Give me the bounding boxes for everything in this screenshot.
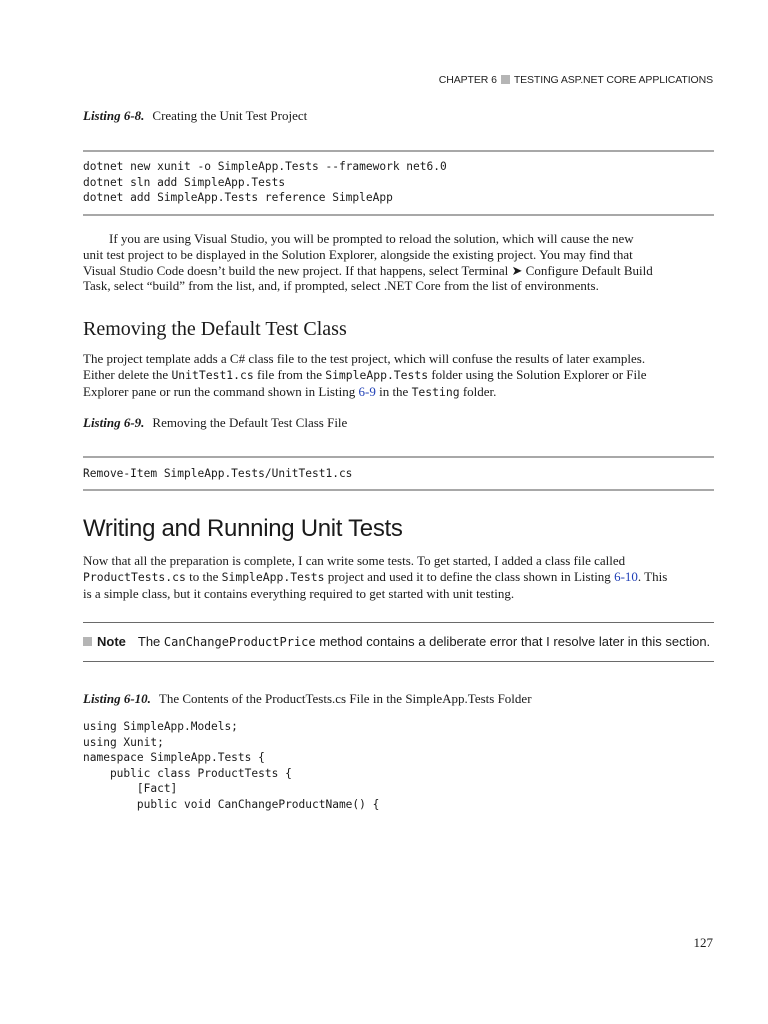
note-box (83, 622, 714, 662)
listing-6-9-caption (83, 415, 347, 431)
note-square-icon (83, 637, 92, 646)
listing-6-8-code-block (83, 150, 714, 216)
chapter-label: CHAPTER 6 (438, 74, 497, 86)
section-heading-removing: Removing the Default Test Class (83, 318, 347, 340)
code-line: using Xunit; (83, 735, 164, 749)
paragraph-line: is a simple class, but it contains everything required to get started with unit testing. (83, 585, 515, 601)
paragraph-line: Task, select “build” from the list, and, if prompted, select .NET Core from the list of environments. (83, 278, 599, 294)
listing-6-8-caption (83, 108, 307, 124)
paragraph-line (83, 569, 714, 586)
listing-label: Listing 6-8. (83, 108, 145, 123)
text-run: The (137, 634, 164, 649)
inline-code: UnitTest1.cs (171, 367, 254, 382)
code-line: dotnet new xunit -o SimpleApp.Tests --framework net6.0 (83, 160, 447, 173)
text-run: folder using the Solution Explorer or File (428, 366, 647, 382)
listing-label: Listing 6-9. (83, 415, 145, 430)
listing-6-10-code-block (83, 719, 379, 813)
paragraph-line: Visual Studio Code doesn’t build the new project. If that happens, select Terminal ➤ Configure Default Build (83, 262, 653, 278)
listing-6-10-caption (83, 691, 532, 707)
code-line: namespace SimpleApp.Tests { (83, 751, 265, 765)
code-line: public void CanChangeProductName() { (83, 797, 380, 811)
paragraph-line: Now that all the preparation is complete, I can write some tests. To get started, I added a class file called (83, 553, 626, 568)
paragraph-line (83, 367, 714, 384)
text-run: folder. (459, 383, 497, 399)
running-header (439, 74, 713, 86)
paragraph-line (83, 384, 714, 401)
section-heading-writing: Writing and Running Unit Tests (83, 515, 403, 542)
text-run: Either delete the (83, 366, 172, 382)
paragraph-line: The project template adds a C# class file to the test project, which will confuse the results of later examples. (83, 351, 646, 366)
code-line: public class ProductTests { (83, 766, 292, 780)
code-line: dotnet sln add SimpleApp.Tests (83, 175, 286, 189)
visual-studio-paragraph (83, 231, 714, 294)
text-run: project and used it to define the class shown in Listing (324, 568, 615, 584)
text-run: file from the (253, 366, 326, 382)
text-run: method contains a deliberate error that I resolve later in this section. (315, 634, 711, 649)
inline-code: Testing (411, 384, 460, 399)
listing-title: Creating the Unit Test Project (152, 108, 308, 123)
inline-code: SimpleApp.Tests (325, 367, 429, 382)
paragraph-line: If you are using Visual Studio, you will be prompted to reload the solution, which will cause the new (109, 231, 634, 246)
listing-title: Removing the Default Test Class File (152, 415, 348, 430)
listing-title: The Contents of the ProductTests.cs File in the SimpleApp.Tests Folder (158, 691, 532, 706)
text-run: in the (375, 383, 412, 399)
writing-paragraph (83, 553, 714, 601)
page-number: 127 (693, 935, 713, 950)
chapter-title: TESTING ASP.NET CORE APPLICATIONS (513, 74, 713, 86)
inline-code: ProductTests.cs (83, 569, 186, 584)
text-run: to the (185, 568, 222, 584)
inline-code: CanChangeProductPrice (163, 635, 316, 649)
code-line: [Fact] (83, 782, 178, 796)
listing-6-9-code-block (83, 456, 714, 491)
listing-6-10-link[interactable]: 6-10 (614, 568, 638, 584)
code-line: Remove-Item SimpleApp.Tests/UnitTest1.cs (83, 467, 353, 480)
listing-label: Listing 6-10. (83, 691, 151, 706)
code-line: using SimpleApp.Models; (83, 720, 238, 733)
note-label: Note (97, 634, 126, 649)
text-run: . This (637, 568, 668, 584)
text-run: Explorer pane or run the command shown in Listing (83, 383, 359, 399)
inline-code: SimpleApp.Tests (221, 569, 325, 584)
header-separator-square (501, 75, 510, 84)
code-line: dotnet add SimpleApp.Tests reference SimpleApp (83, 191, 393, 205)
paragraph-line: unit test project to be displayed in the Solution Explorer, alongside the existing project. You may find that (83, 246, 633, 262)
removing-paragraph (83, 351, 714, 400)
listing-6-9-link[interactable]: 6-9 (358, 383, 376, 399)
